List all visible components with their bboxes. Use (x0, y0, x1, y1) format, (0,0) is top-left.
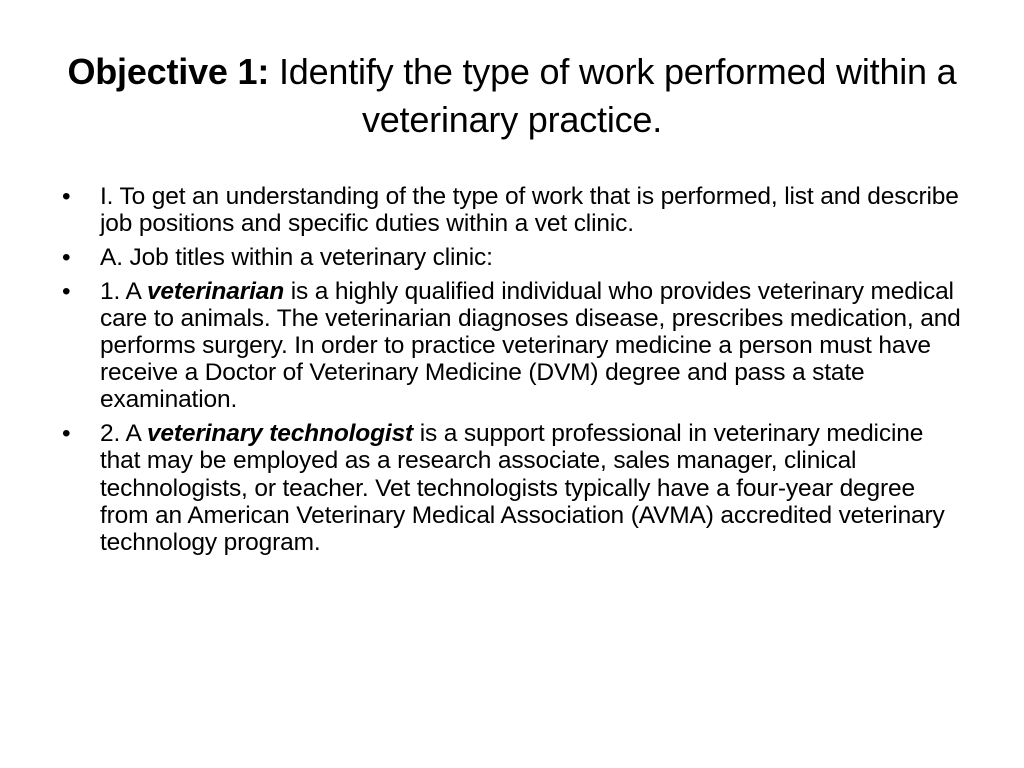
objective-label: Objective 1: (67, 51, 270, 92)
bullet-icon: • (62, 183, 71, 210)
bullet-icon: • (62, 243, 71, 271)
bullet-text: I. To get an understanding of the type of work that is performed, list and describe job positions and specific duties within a vet clinic. (100, 183, 959, 238)
term-veterinary-technologist: veterinary technologist (146, 420, 414, 448)
bullet-description: is a support professional in veterinary medicine that may be employed as a research associate, sales manager, clinical technologists, or teacher. Vet technologists typically have a four-year degree from an American Veterinary Medical Association (AVMA) accredited veterinary technology program. (100, 420, 945, 556)
bullet-item-veterinarian (62, 278, 962, 414)
bullet-item-veterinary-technologist (62, 420, 962, 556)
bullet-item-job-titles (62, 244, 962, 271)
objective-text: Identify the type of work performed within a veterinary practice. (278, 51, 957, 140)
bullet-text: A. Job titles within a veterinary clinic: (100, 243, 493, 271)
bullet-list (62, 183, 962, 563)
bullet-prefix: 1. A (100, 277, 147, 305)
slide-title (40, 48, 984, 144)
bullet-icon: • (62, 277, 71, 305)
bullet-description: is a highly qualified individual who provides veterinary medical care to animals. The veterinarian diagnoses disease, prescribes medication, and performs surgery. In order to practice veterinary medicine a person must have receive a Doctor of Veterinary Medicine (DVM) degree and pass a state examination. (100, 277, 961, 414)
bullet-item-overview (62, 183, 962, 237)
bullet-icon: • (62, 420, 71, 448)
term-veterinarian: veterinarian (146, 277, 285, 305)
bullet-prefix: 2. A (100, 420, 147, 448)
